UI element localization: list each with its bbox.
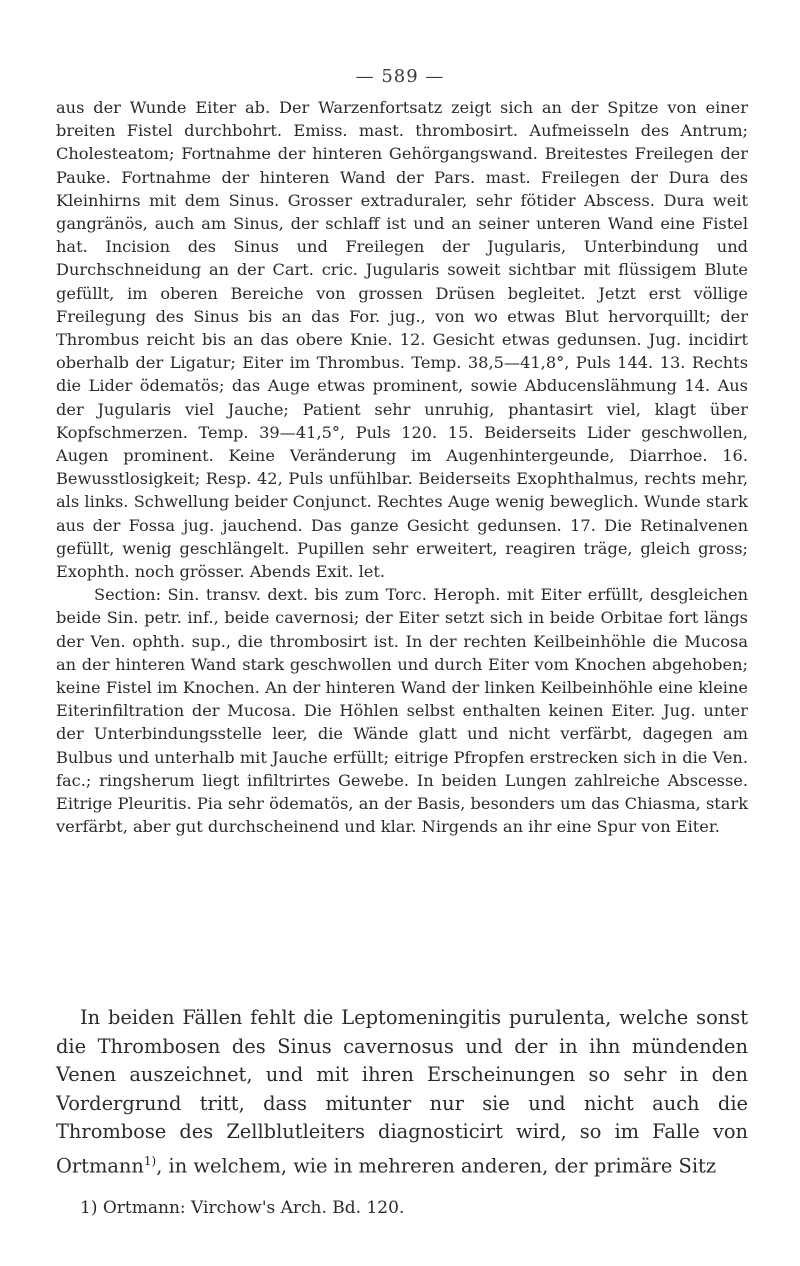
discussion-text-start: In beiden Fällen fehlt die Leptomeningitis purulenta, welche sonst die Thrombosen des Sinus cavernosus und der in ihn mündenden Venen auszeichnet, und mit ihren Erscheinungen so sehr in den Vordergrund tritt, dass mitunter nur sie und nicht auch die Thrombose des Zellblutleiters diagnosticirt wird, so im Falle von Ortmann <box>56 1006 748 1177</box>
page-number: — 589 — <box>355 66 445 87</box>
section-findings-paragraph: Section: Sin. transv. dext. bis zum Torc. Heroph. mit Eiter erfüllt, desgleichen beide Sin. petr. inf., beide cavernosi; der Eiter setzt sich in beide Orbitae fort längs der Ven. ophth. sup., die thrombosirt ist. In der rechten Keilbeinhöhle die Mucosa an der hinteren Wand stark geschwollen und durch Eiter vom Knochen abgehoben; keine Fistel im Knochen. An der hinteren Wand der linken Keilbeinhöhle eine kleine Eiterinfiltration der Mucosa. Die Höhlen selbst enthalten keinen Eiter. Jug. unter der Unterbindungsstelle leer, die Wände glatt und nicht verfärbt, dagegen am Bulbus und unterhalb mit Jauche erfüllt; eitrige Pfropfen erstrecken sich in die Ven. fac.; ringsherum liegt infiltrirtes Gewebe. In beiden Lungen zahlreiche Abscesse. Eitrige Pleuritis. Pia sehr ödematös, an der Basis, besonders um das Chiasma, stark verfärbt, aber gut durchscheinend und klar. Nirgends an ihr eine Spur von Eiter. <box>56 585 748 837</box>
footnote: 1) Ortmann: Virchow's Arch. Bd. 120. <box>80 1198 405 1218</box>
discussion-text-end: , in welchem, wie in mehreren anderen, der primäre Sitz <box>156 1153 717 1177</box>
discussion-text <box>56 1004 748 1180</box>
footnote-reference: 1) <box>143 1153 157 1168</box>
case-history-paragraph: aus der Wunde Eiter ab. Der Warzenfortsatz zeigt sich an der Spitze von einer breiten Fistel durchbohrt. Emiss. mast. thrombosirt. Aufmeisseln des Antrum; Cholesteatom; Fortnahme der hinteren Gehörgangswand. Breitestes Freilegen der Pauke. Fortnahme der hinteren Wand der Pars. mast. Freilegen der Dura des Kleinhirns mit dem Sinus. Grosser extraduraler, sehr fötider Abscess. Dura weit gangränös, auch am Sinus, der schlaff ist und an seiner unteren Wand eine Fistel hat. Incision des Sinus und Freilegen der Jugularis, Unterbindung und Durchschneidung an der Cart. cric. Jugularis soweit sichtbar mit flüssigem Blute gefüllt, im oberen Bereiche von grossen Drüsen begleitet. Jetzt erst völlige Freilegung des Sinus bis an das For. jug., von wo etwas Blut hervorquillt; der Thrombus reicht bis an das obere Knie. 12. Gesicht etwas gedunsen. Jug. incidirt oberhalb der Ligatur; Eiter im Thrombus. Temp. 38,5—41,8°, Puls 144. 13. Rechts die Lider ödematös; das Auge etwas prominent, sowie Abducenslähmung 14. Aus der Jugularis viel Jauche; Patient sehr unruhig, phantasirt viel, klagt über Kopfschmerzen. Temp. 39—41,5°, Puls 120. 15. Beiderseits Lider geschwollen, Augen prominent. Keine Veränderung im Augenhintergeunde, Diarrhoe. 16. Bewusstlosigkeit; Resp. 42, Puls unfühlbar. Beiderseits Exophthalmus, rechts mehr, als links. Schwellung beider Conjunct. Rechtes Auge wenig beweglich. Wunde stark aus der Fossa jug. jauchend. Das ganze Gesicht gedunsen. 17. Die Retinalvenen gefüllt, wenig geschlängelt. Pupillen sehr erweitert, reagiren träge, gleich gross; Exophth. noch grösser. Abends Exit. let. <box>56 98 748 582</box>
discussion-paragraph <box>56 1004 748 1180</box>
case-report-text <box>56 96 748 839</box>
